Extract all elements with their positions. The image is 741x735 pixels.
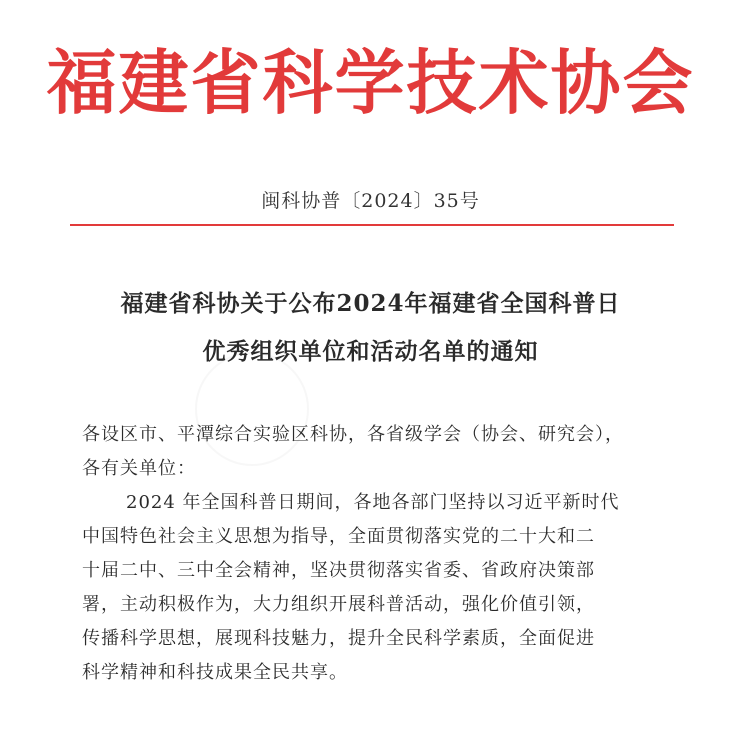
red-divider-line [70, 224, 674, 226]
paragraph-line: 十届二中、三中全会精神，坚决贯彻落实省委、省政府决策部 [82, 560, 595, 581]
masthead-title: 福建省科学技术协会 [46, 41, 695, 124]
document-body [82, 418, 682, 690]
notice-title-line-2: 优秀组织单位和活动名单的通知 [202, 338, 539, 365]
paragraph-line: 2024 年全国科普日期间，各地各部门坚持以习近平新时代 [126, 492, 620, 513]
salutation-line-2: 各有关单位： [82, 458, 196, 479]
paragraph-line: 科学精神和科技成果全民共享。 [82, 662, 348, 683]
paragraph-line: 署，主动积极作为，大力组织开展科普活动，强化价值引领， [82, 594, 595, 615]
paragraph-line: 中国特色社会主义思想为指导，全面贯彻落实党的二十大和二 [82, 526, 595, 547]
document-number: 闽科协普〔2024〕35号 [261, 190, 480, 212]
notice-title-line-1: 福建省科协关于公布2024年福建省全国科普日 [120, 290, 621, 317]
paragraph-line: 传播科学思想，展现科技魅力，提升全民科学素质，全面促进 [82, 628, 595, 649]
salutation-line-1: 各设区市、平潭综合实验区科协，各省级学会（协会、研究会）， [82, 424, 624, 445]
